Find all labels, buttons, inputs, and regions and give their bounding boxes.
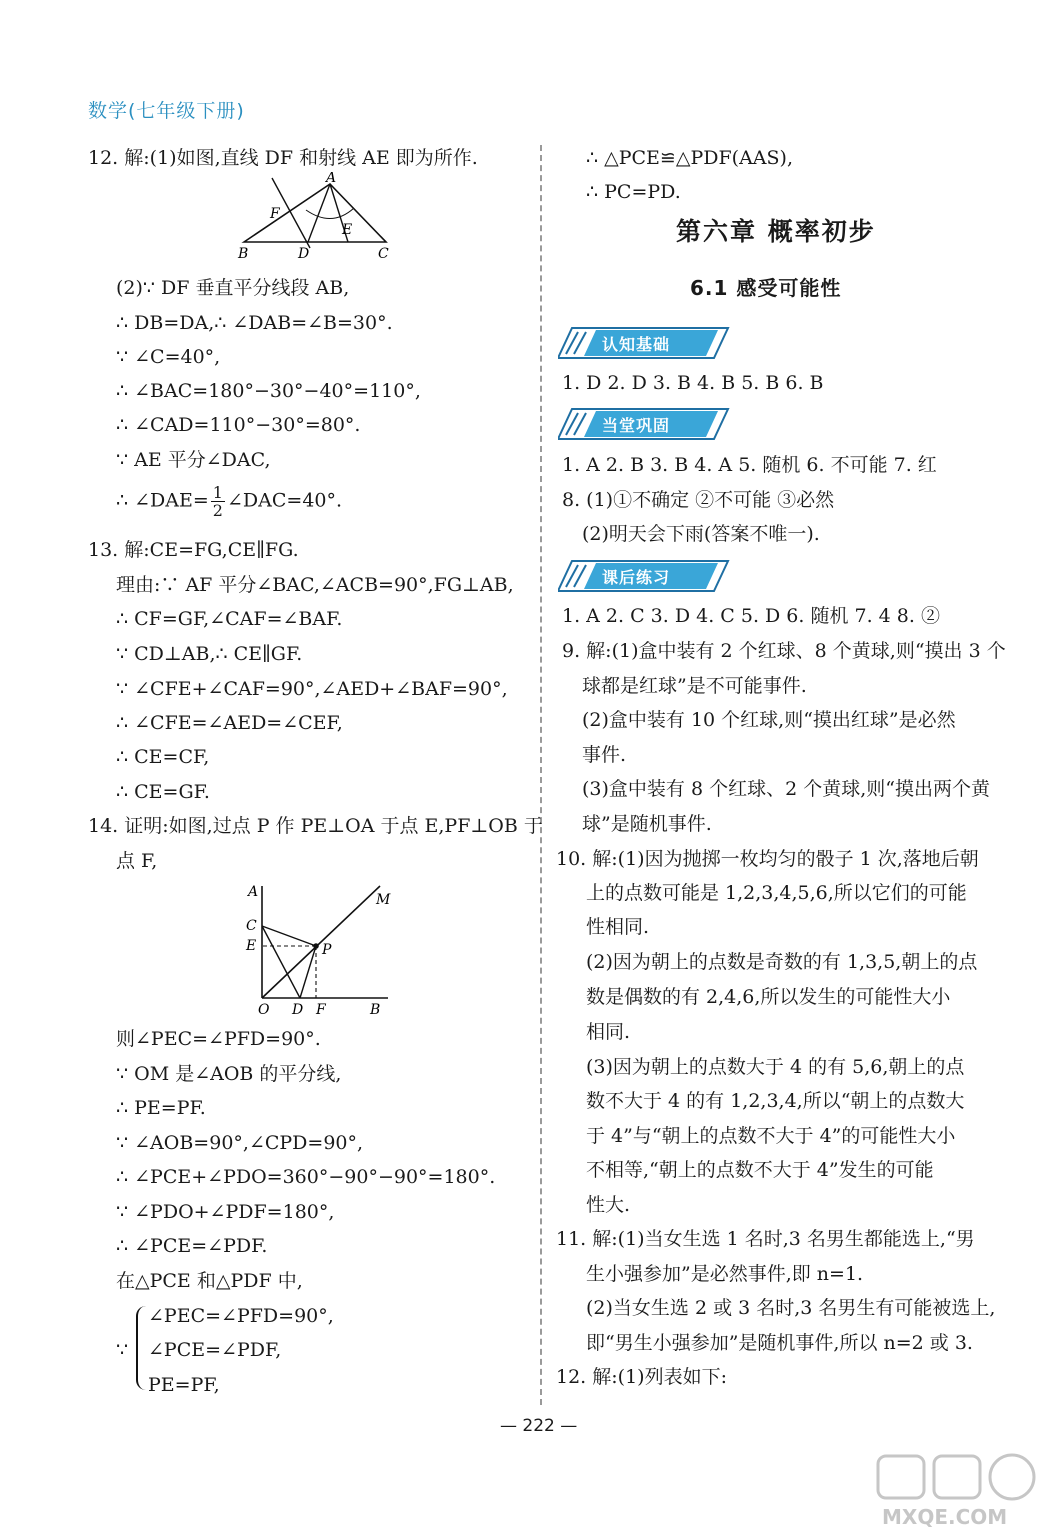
q14-conclusion-2: ∴ PC=PD. [586, 181, 681, 203]
q10-line-4: (2)因为朝上的点数是奇数的有 1,3,5,朝上的点 [586, 951, 978, 973]
fraction-denominator: 2 [212, 501, 223, 520]
q14-line-5: ∴ PE=PF. [116, 1097, 206, 1119]
q9-line-1: 9. 解:(1)盒中装有 2 个红球、8 个黄球,则“摸出 3 个 [562, 640, 1006, 662]
q10-line-10: 不相等,“朝上的点数不大于 4”发生的可能 [586, 1159, 934, 1181]
watermark-logo [872, 1452, 1042, 1532]
dae-prefix: ∴ ∠DAE= [116, 489, 209, 512]
fraction-one-half [211, 484, 225, 519]
q10-line-7: (3)因为朝上的点数大于 4 的有 5,6,朝上的点 [586, 1056, 965, 1078]
fig2-label-d: D [292, 1002, 304, 1018]
q9-line-3: (2)盒中装有 10 个红球,则“摸出红球”是必然 [582, 709, 956, 731]
q12-line-7: ∵ AE 平分∠DAC, [116, 449, 271, 471]
fig2-label-p: P [322, 942, 332, 958]
banner-homework [558, 557, 730, 595]
q10-line-9: 于 4”与“朝上的点数不大于 4”的可能性大小 [586, 1125, 956, 1147]
q10-line-3: 性相同. [586, 916, 650, 938]
banner-homework-label: 课后练习 [602, 568, 671, 587]
q13-line-4: ∵ CD⊥AB,∴ CE∥GF. [116, 643, 303, 665]
q12-line-1: 12. 解:(1)如图,直线 DF 和射线 AE 即为所作. [88, 147, 478, 169]
q10-line-1: 10. 解:(1)因为抛掷一枚均匀的骰子 1 次,落地后朝 [556, 848, 979, 870]
q12-line-2: (2)∵ DF 垂直平分线段 AB, [116, 277, 350, 299]
fig2-label-e: E [246, 938, 257, 954]
fig1-label-d: D [298, 246, 310, 262]
q13-line-7: ∴ CE=CF, [116, 746, 210, 768]
triangle-abc-outline [244, 184, 386, 242]
q12-line-3: ∴ DB=DA,∴ ∠DAB=∠B=30°. [116, 312, 393, 334]
consolidate-answers-1: 1. A 2. B 3. B 4. A 5. 随机 6. 不可能 7. 红 [562, 454, 937, 476]
fig1-label-a: A [326, 172, 337, 186]
consolidate-answers-2: 8. (1)①不确定 ②不可能 ③必然 [562, 489, 835, 511]
banner-consolidate [558, 405, 730, 443]
q10-line-6: 相同. [586, 1021, 631, 1043]
segment-pc [262, 926, 316, 946]
q11-line-3: (2)当女生选 2 或 3 名时,3 名男生有可能被选上, [586, 1297, 996, 1319]
fig1-label-c: C [378, 246, 389, 262]
section-title: 6.1 感受可能性 [690, 276, 842, 300]
fig1-label-e: E [342, 222, 353, 238]
q11-line-1: 11. 解:(1)当女生选 1 名时,3 名男生都能选上,“男 [556, 1228, 975, 1250]
q14-line-9: ∴ ∠PCE=∠PDF. [116, 1235, 268, 1257]
q12-line-5: ∴ ∠BAC=180°−30°−40°=110°, [116, 380, 421, 402]
ray-om [262, 886, 380, 998]
fig1-label-f: F [270, 206, 280, 222]
q9-line-6: 球”是随机事件. [582, 813, 712, 835]
fig1-label-b: B [238, 246, 249, 262]
q14-system-2: ∠PCE=∠PDF, [148, 1339, 282, 1361]
consolidate-answers-3: (2)明天会下雨(答案不唯一). [582, 523, 820, 545]
q14-conclusion-1: ∴ △PCE≌△PDF(AAS), [586, 147, 793, 169]
fig2-label-f: F [316, 1002, 326, 1018]
banner-basics [558, 324, 730, 362]
watermark-text: MXQE.COM [882, 1505, 1008, 1529]
fig2-label-b: B [370, 1002, 381, 1018]
q12-right-line-1: 12. 解:(1)列表如下: [556, 1366, 727, 1388]
basics-answers: 1. D 2. D 3. B 4. B 5. B 6. B [562, 372, 824, 394]
q10-line-2: 上的点数可能是 1,2,3,4,5,6,所以它们的可能 [586, 882, 967, 904]
fig2-label-o: O [258, 1002, 270, 1018]
column-divider [540, 145, 542, 1405]
point-p [313, 943, 319, 949]
q14-line-3: 则∠PEC=∠PFD=90°. [116, 1028, 321, 1050]
banner-consolidate-label: 当堂巩固 [602, 416, 671, 435]
figure-triangle-abc [236, 172, 396, 264]
q13-line-8: ∴ CE=GF. [116, 781, 210, 803]
chapter-title: 第六章 概率初步 [676, 217, 876, 246]
q14-line-10: 在△PCE 和△PDF 中, [116, 1270, 303, 1292]
system-brace [136, 1306, 148, 1390]
q9-line-5: (3)盒中装有 8 个红球、2 个黄球,则“摸出两个黄 [582, 778, 990, 800]
q13-line-5: ∵ ∠CFE+∠CAF=90°,∠AED+∠BAF=90°, [116, 678, 508, 700]
q10-line-11: 性大. [586, 1194, 631, 1216]
dae-suffix: ∠DAC=40°. [226, 489, 343, 512]
q9-line-4: 事件. [582, 744, 627, 766]
q11-line-4: 即“男生小强参加”是随机事件,所以 n=2 或 3. [586, 1332, 973, 1354]
q12-line-6: ∴ ∠CAD=110°−30°=80°. [116, 414, 361, 436]
q13-line-1: 13. 解:CE=FG,CE∥FG. [88, 539, 299, 561]
q14-line-1: 14. 证明:如图,过点 P 作 PE⊥OA 于点 E,PF⊥OB 于 [88, 815, 543, 837]
figure-angle-bisector [238, 876, 398, 1022]
fig2-label-c: C [246, 918, 257, 934]
q13-line-3: ∴ CF=GF,∠CAF=∠BAF. [116, 608, 343, 630]
q14-line-7: ∴ ∠PCE+∠PDO=360°−90°−90°=180°. [116, 1166, 496, 1188]
q14-line-2: 点 F, [116, 850, 158, 872]
fig2-label-m: M [376, 892, 391, 908]
q13-line-6: ∴ ∠CFE=∠AED=∠CEF, [116, 712, 343, 734]
fig2-label-a: A [248, 884, 259, 900]
segment-cd [262, 926, 300, 998]
book-header: 数学(七年级下册) [88, 100, 245, 122]
q13-line-2: 理由:∵ AF 平分∠BAC,∠ACB=90°,FG⊥AB, [116, 574, 514, 596]
q14-system-3: PE=PF, [148, 1374, 220, 1396]
fraction-numerator: 1 [212, 483, 223, 502]
q14-line-6: ∵ ∠AOB=90°,∠CPD=90°, [116, 1132, 364, 1154]
q10-line-5: 数是偶数的有 2,4,6,所以发生的可能性大小 [586, 986, 951, 1008]
q12-line-8 [116, 484, 342, 519]
q9-line-2: 球都是红球”是不可能事件. [582, 675, 807, 697]
page-number: — 222 — [500, 1416, 578, 1436]
q14-system-1: ∠PEC=∠PFD=90°, [148, 1305, 334, 1327]
q11-line-2: 生小强参加”是必然事件,即 n=1. [586, 1263, 864, 1285]
q14-line-8: ∵ ∠PDO+∠PDF=180°, [116, 1201, 335, 1223]
q10-line-8: 数不大于 4 的有 1,2,3,4,所以“朝上的点数大 [586, 1090, 965, 1112]
banner-basics-label: 认知基础 [602, 335, 671, 354]
q12-line-4: ∵ ∠C=40°, [116, 346, 221, 368]
construction-arc [306, 208, 354, 219]
because-symbol: ∵ [116, 1339, 129, 1361]
homework-answers: 1. A 2. C 3. D 4. C 5. D 6. 随机 7. 4 8. ② [562, 605, 940, 627]
q14-line-4: ∵ OM 是∠AOB 的平分线, [116, 1063, 342, 1085]
